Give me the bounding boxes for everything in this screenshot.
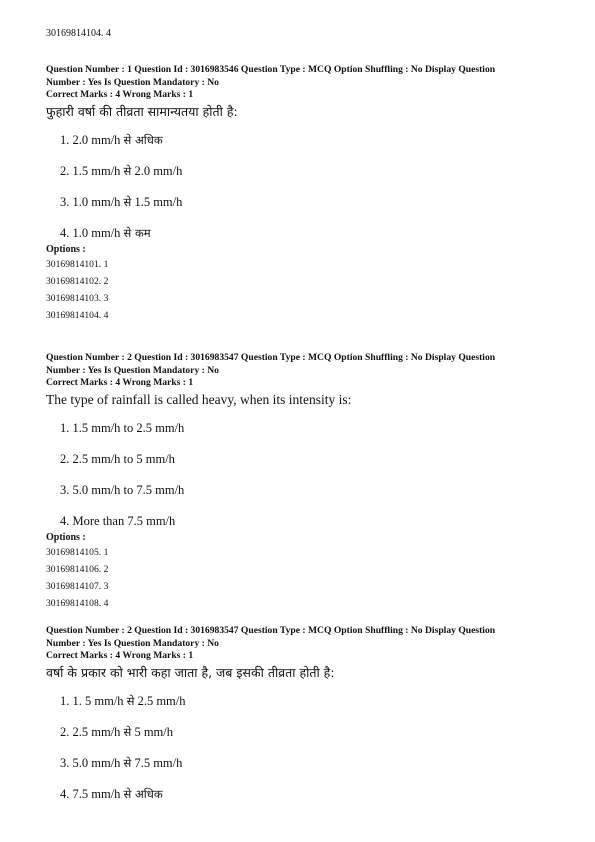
options-label: Options : bbox=[46, 243, 86, 255]
option-id: 30169814107. 3 bbox=[46, 580, 109, 592]
choice-4: 4. 1.0 mm/h से कम bbox=[60, 225, 151, 240]
option-id: 30169814102. 2 bbox=[46, 275, 109, 287]
choice-1: 1. 1.5 mm/h to 2.5 mm/h bbox=[60, 420, 185, 435]
choice-2: 2. 1.5 mm/h से 2.0 mm/h bbox=[60, 163, 183, 178]
question-header-line1: Question Number : 2 Question Id : 3016983547 Question Type : MCQ Option Shuffling : No Display Question bbox=[46, 352, 496, 363]
choice-3: 3. 1.0 mm/h से 1.5 mm/h bbox=[60, 194, 183, 209]
question-header-line2: Number : Yes Is Question Mandatory : No bbox=[46, 76, 219, 88]
options-label: Options : bbox=[46, 531, 86, 543]
question-text: The type of rainfall is called heavy, when its intensity is: bbox=[46, 391, 352, 407]
question-header-line2: Number : Yes Is Question Mandatory : No bbox=[46, 637, 219, 649]
choice-2: 2. 2.5 mm/h से 5 mm/h bbox=[60, 724, 173, 739]
question-header-line1: Question Number : 2 Question Id : 3016983547 Question Type : MCQ Option Shuffling : No Display Question bbox=[46, 625, 496, 636]
question-header-line2: Number : Yes Is Question Mandatory : No bbox=[46, 364, 219, 376]
choice-3: 3. 5.0 mm/h to 7.5 mm/h bbox=[60, 482, 185, 497]
question-block-2 bbox=[46, 352, 556, 612]
option-id: 30169814108. 4 bbox=[46, 597, 109, 609]
question-text: फुहारी वर्षा की तीव्रता सामान्यतया होती है: bbox=[46, 103, 238, 119]
option-id: 30169814104. 4 bbox=[46, 309, 109, 321]
question-text: वर्षा के प्रकार को भारी कहा जाता है, जब इसकी तीव्रता होती है: bbox=[46, 664, 335, 680]
question-header-line3: Correct Marks : 4 Wrong Marks : 1 bbox=[46, 377, 194, 388]
question-header-line1: Question Number : 1 Question Id : 3016983546 Question Type : MCQ Option Shuffling : No Display Question bbox=[46, 64, 496, 75]
question-block-3 bbox=[46, 625, 556, 810]
option-id: 30169814106. 2 bbox=[46, 563, 109, 575]
question-header-line3: Correct Marks : 4 Wrong Marks : 1 bbox=[46, 650, 194, 661]
option-id: 30169814103. 3 bbox=[46, 292, 109, 304]
choice-1: 1. 2.0 mm/h से अधिक bbox=[60, 132, 163, 147]
question-block-1 bbox=[46, 64, 556, 324]
option-id: 30169814105. 1 bbox=[46, 546, 109, 558]
choice-2: 2. 2.5 mm/h to 5 mm/h bbox=[60, 451, 175, 466]
choice-4: 4. 7.5 mm/h से अधिक bbox=[60, 786, 163, 801]
option-id: 30169814101. 1 bbox=[46, 258, 109, 270]
choice-4: 4. More than 7.5 mm/h bbox=[60, 513, 176, 528]
choice-3: 3. 5.0 mm/h से 7.5 mm/h bbox=[60, 755, 183, 770]
question-header-line3: Correct Marks : 4 Wrong Marks : 1 bbox=[46, 89, 194, 100]
choice-1: 1. 1. 5 mm/h से 2.5 mm/h bbox=[60, 693, 186, 708]
previous-option-line: 30169814104. 4 bbox=[46, 28, 111, 39]
